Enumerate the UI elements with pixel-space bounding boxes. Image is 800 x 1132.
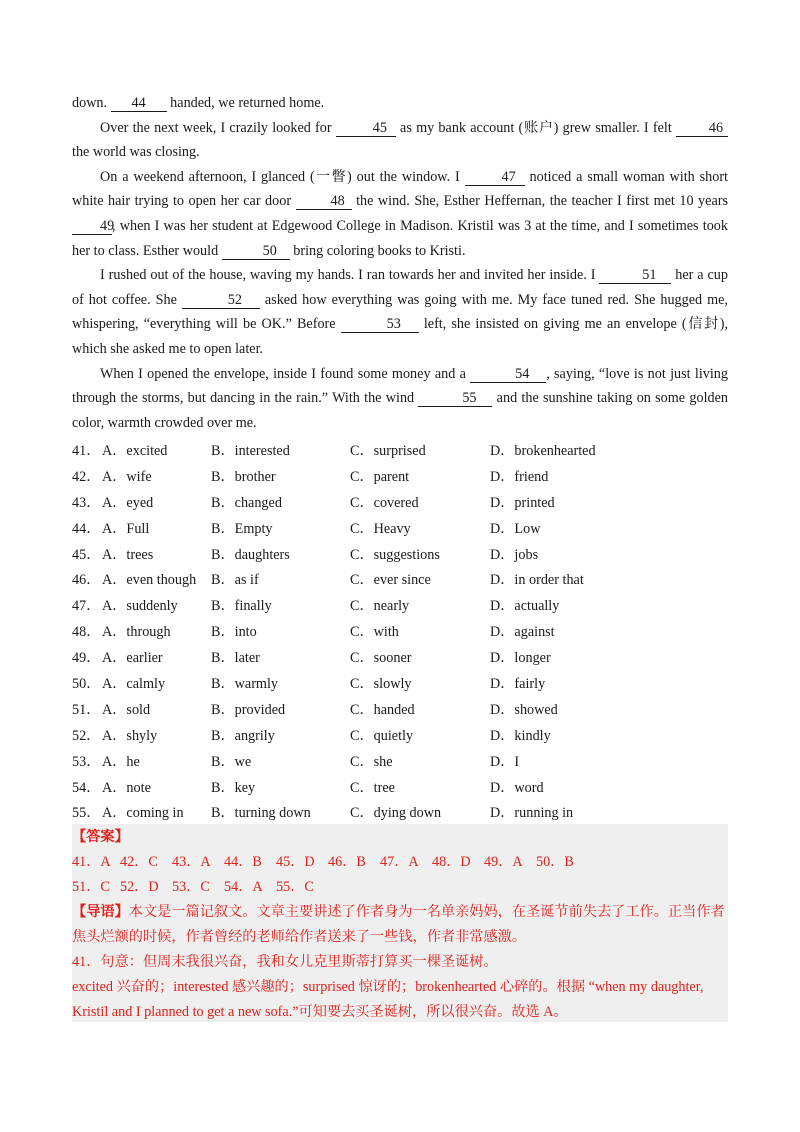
question-row [72, 592, 732, 618]
text: , saying, “love is not just living through the storms, but dancing in the rain.” With the wind [72, 365, 728, 407]
question-number: 47． [72, 598, 101, 615]
question-number: 51． [72, 701, 101, 718]
question-number: 41． [72, 442, 101, 459]
paragraph-3 [72, 263, 728, 361]
text: left, she insisted on giving me an envelope (信封), which she asked me to open later. [72, 316, 728, 357]
option-a: A．note [102, 779, 151, 796]
answer-item: 53．C [172, 879, 210, 895]
answer-item: 54．A [224, 879, 263, 895]
option-b: B．key [211, 779, 256, 796]
option-a: A．trees [102, 546, 154, 563]
option-b: B．into [211, 624, 257, 641]
option-d: D．showed [490, 701, 558, 718]
answer-item: 44．B [224, 854, 262, 870]
option-a: A．wife [102, 468, 152, 485]
question-number: 43． [72, 494, 101, 511]
question-options [72, 437, 732, 825]
option-d: D．word [490, 779, 544, 796]
question-number: 44． [72, 520, 101, 537]
text: I rushed out of the house, waving my hands. I ran towards her and invited her inside. I [100, 267, 600, 284]
option-c: C．tree [350, 779, 395, 796]
option-c: C．with [350, 624, 399, 641]
option-a: A．through [102, 624, 171, 641]
option-d: D．running in [490, 805, 574, 822]
question-number: 54． [72, 779, 101, 796]
question-row [72, 566, 732, 592]
answer-row-2 [72, 875, 728, 900]
paragraph-1 [72, 116, 728, 165]
option-d: D．against [490, 624, 555, 641]
option-a: A．sold [102, 701, 151, 718]
blank-49: 49 [72, 218, 112, 235]
option-b: B．daughters [211, 546, 290, 563]
option-b: B．later [211, 650, 260, 667]
answer-section [72, 824, 728, 1022]
question-row [72, 618, 732, 644]
option-c: C．covered [350, 494, 419, 511]
option-b: B．we [211, 753, 252, 770]
option-c: C．suggestions [350, 546, 440, 563]
option-b: B．as if [211, 572, 259, 589]
answer-item: 46．B [328, 854, 366, 870]
question-row [72, 463, 732, 489]
question-row [72, 774, 732, 800]
option-b: B．provided [211, 701, 286, 718]
option-a: A．eyed [102, 494, 154, 511]
question-number: 50． [72, 675, 101, 692]
option-a: A．excited [102, 442, 168, 459]
question-row [72, 515, 732, 541]
answer-item: 49．A [484, 854, 523, 870]
q41-explanation: excited 兴奋的；interested 感兴趣的；surprised 惊讶的；brokenhearted 心碎的。根据 “when my daughter, Kristil and I planned to get a new sofa.”可知要去买圣诞树，所以很兴奋。故选 A。 [72, 979, 704, 1020]
option-c: C．nearly [350, 598, 410, 615]
answer-item: 47．A [380, 854, 419, 870]
blank-51: 51 [599, 267, 671, 284]
option-b: B．Empty [211, 520, 273, 537]
option-b: B．brother [211, 468, 276, 485]
option-d: D．Low [490, 520, 541, 537]
option-d: D．longer [490, 650, 551, 667]
question-row [72, 489, 732, 515]
text: the world was closing. [72, 144, 200, 161]
question-number: 49． [72, 650, 101, 667]
question-number: 42． [72, 468, 101, 485]
question-row [72, 541, 732, 567]
option-d: D．kindly [490, 727, 551, 744]
question-number: 53． [72, 753, 101, 770]
option-c: C．ever since [350, 572, 431, 589]
option-a: A．calmly [102, 675, 166, 692]
option-d: D．friend [490, 468, 549, 485]
option-c: C．Heavy [350, 520, 411, 537]
answer-item: 41．A [72, 854, 111, 870]
option-c: C．dying down [350, 805, 442, 822]
paragraph-2 [72, 165, 728, 263]
option-d: D．actually [490, 598, 560, 615]
blank-52: 52 [182, 292, 260, 309]
option-b: B．changed [211, 494, 282, 511]
option-c: C．slowly [350, 675, 412, 692]
option-d: D．I [490, 753, 520, 770]
option-d: D．printed [490, 494, 555, 511]
option-c: C．she [350, 753, 393, 770]
paragraph-4 [72, 362, 728, 436]
blank-47: 47 [465, 169, 525, 186]
text: handed, we returned home. [166, 95, 325, 111]
option-a: A．earlier [102, 650, 163, 667]
option-a: A．suddenly [102, 598, 178, 615]
text: and the sunshine taking on some golden color, warmth crowded over me. [72, 390, 728, 431]
option-b: B．turning down [211, 805, 311, 822]
answer-item: 43．A [172, 854, 211, 870]
option-b: B．finally [211, 598, 272, 615]
answer-item: 52．D [120, 879, 159, 895]
blank-44: 44 [111, 95, 167, 112]
answer-heading: 【答案】 [72, 829, 129, 845]
text: When I opened the envelope, inside I found some money and a [100, 365, 471, 382]
blank-54: 54 [470, 366, 546, 383]
text: her a cup of hot coffee. She [72, 267, 728, 308]
answer-item: 42．C [120, 854, 158, 870]
guide-text: 本文是一篇记叙文。文章主要讲述了作者身为一名单亲妈妈，在圣诞节前失去了工作。正当作者焦头烂额的时候，作者曾经的老师给作者送来了一些钱，作者非常感激。 [72, 904, 725, 945]
question-row [72, 799, 732, 825]
option-c: C．parent [350, 468, 410, 485]
option-b: B．interested [211, 442, 290, 459]
answer-item: 55．C [276, 879, 314, 895]
question-row [72, 748, 732, 774]
question-row [72, 670, 732, 696]
blank-46: 46 [676, 120, 728, 137]
question-number: 46． [72, 572, 101, 589]
blank-45: 45 [336, 120, 396, 137]
blank-55: 55 [418, 390, 492, 407]
text: as my bank account (账户) grew smaller. I felt [395, 119, 676, 136]
question-row [72, 696, 732, 722]
option-d: D．jobs [490, 546, 539, 563]
question-row [72, 644, 732, 670]
option-a: A．Full [102, 520, 150, 537]
blank-53: 53 [341, 316, 419, 333]
answer-item: 45．D [276, 854, 315, 870]
option-b: B．warmly [211, 675, 278, 692]
blank-48: 48 [296, 193, 352, 210]
answer-row-1 [72, 850, 728, 875]
option-c: C．handed [350, 701, 415, 718]
guide-paragraph [72, 900, 728, 950]
option-c: C．surprised [350, 442, 426, 459]
text: down. [72, 95, 111, 111]
guide-label: 【导语】 [72, 904, 129, 920]
text: the wind. She, Esther Heffernan, the teacher I first met 10 years [351, 193, 728, 210]
answer-item: 48．D [432, 854, 471, 870]
option-a: A．he [102, 753, 140, 770]
question-number: 45． [72, 546, 101, 563]
option-c: C．sooner [350, 650, 412, 667]
text: asked how everything was going with me. My face tuned red. She hugged me, whispering, “everything will be OK.” Before [72, 291, 728, 333]
text: noticed a small woman with short white hair trying to open her car door [72, 168, 728, 210]
text: On a weekend afternoon, I glanced (一瞥) out the window. I [100, 168, 465, 185]
question-number: 55． [72, 805, 101, 822]
option-a: A．even though [102, 572, 197, 589]
question-row [72, 437, 732, 463]
q41-translation: 41．句意：但周末我很兴奋，我和女儿克里斯蒂打算买一棵圣诞树。 [72, 954, 498, 970]
option-c: C．quietly [350, 727, 414, 744]
text: , when I was her student at Edgewood College in Madison. Kristil was 3 at the time, and I sometimes took her to class. Esther would [72, 217, 728, 259]
option-d: D．brokenhearted [490, 442, 596, 459]
option-a: A．shyly [102, 727, 158, 744]
option-a: A．coming in [102, 805, 184, 822]
answer-item: 51．C [72, 879, 110, 895]
paragraph-0 [72, 91, 728, 116]
text: Over the next week, I crazily looked for [100, 119, 336, 136]
question-number: 52． [72, 727, 101, 744]
option-d: D．in order that [490, 572, 584, 589]
answer-item: 50．B [536, 854, 574, 870]
text: bring coloring books to Kristi. [289, 242, 466, 259]
option-b: B．angrily [211, 727, 275, 744]
question-number: 48． [72, 624, 101, 641]
option-d: D．fairly [490, 675, 546, 692]
question-row [72, 722, 732, 748]
cloze-passage [72, 91, 728, 435]
blank-50: 50 [222, 243, 290, 260]
